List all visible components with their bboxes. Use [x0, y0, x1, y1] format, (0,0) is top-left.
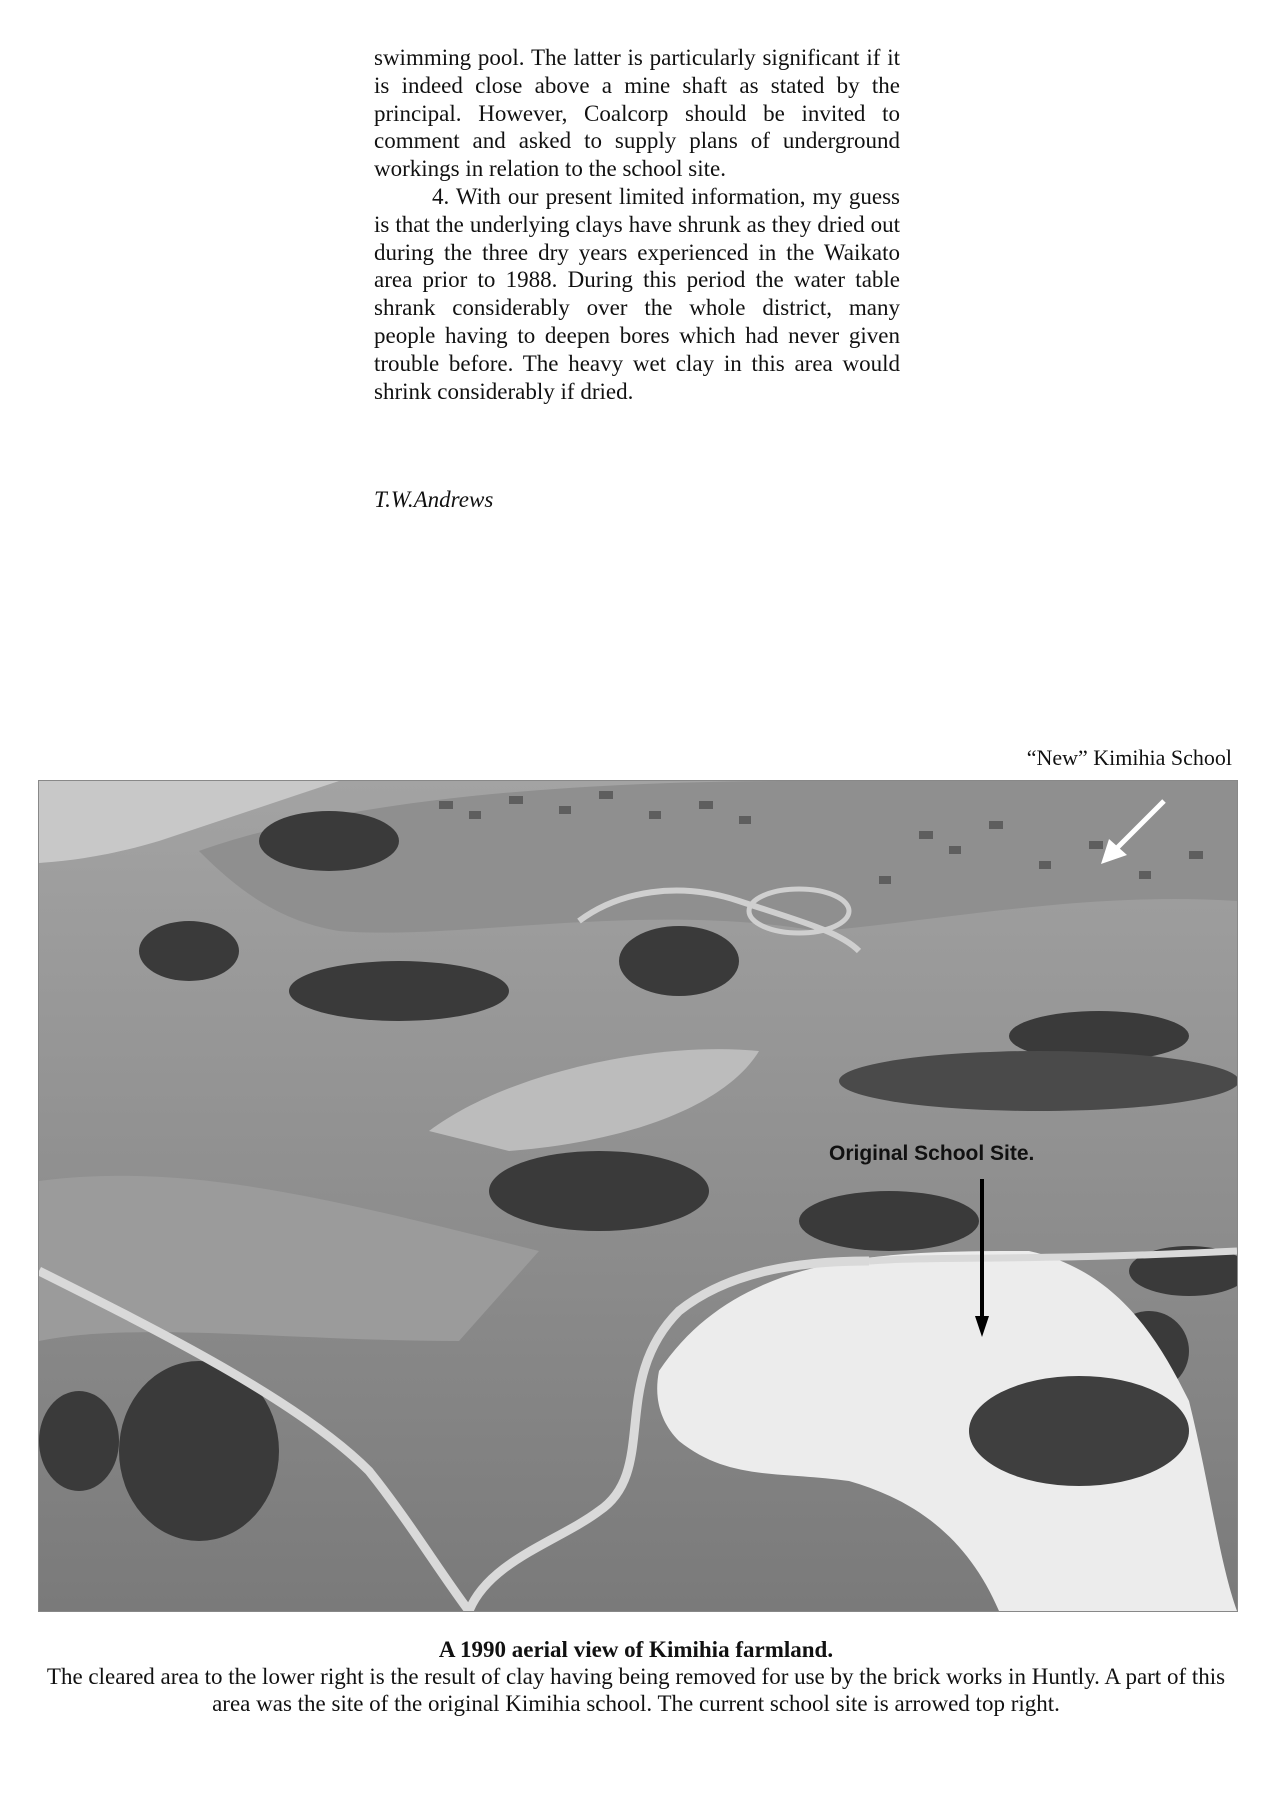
caption-text: The cleared area to the lower right is the result of clay having being removed for use by the brick works in Huntly. A part of this area was the site of the original Kimihia school. The current school site is arrowed top right.: [46, 1664, 1226, 1716]
article-paragraph: 4. With our present limited information, my guess is that the underlying clays have shrunk as they dried out during the three dry years experienced in the Waikato area prior to 1988. During this period the water table shrank considerably over the whole district, many people having to deepen bores which had never given trouble before. The heavy wet clay in this area would shrink considerably if dried.: [374, 183, 900, 404]
original-school-site-label: Original School Site.: [829, 1142, 1035, 1165]
aerial-photo-illustration: [39, 781, 1237, 1611]
new-school-label: “New” Kimihia School: [1026, 745, 1232, 770]
article-paragraph: swimming pool. The latter is particularly significant if it is indeed close above a mine shaft as stated by the principal. However, Coalcorp should be invited to comment and asked to supply plans of underground workings in relation to the school site.: [374, 45, 900, 182]
article-body: [374, 44, 900, 405]
caption-title: A 1990 aerial view of Kimihia farmland.: [438, 1637, 834, 1662]
photo-caption: [40, 1636, 1232, 1717]
author-signature: T.W.Andrews: [374, 487, 494, 512]
aerial-photo: [38, 780, 1238, 1612]
